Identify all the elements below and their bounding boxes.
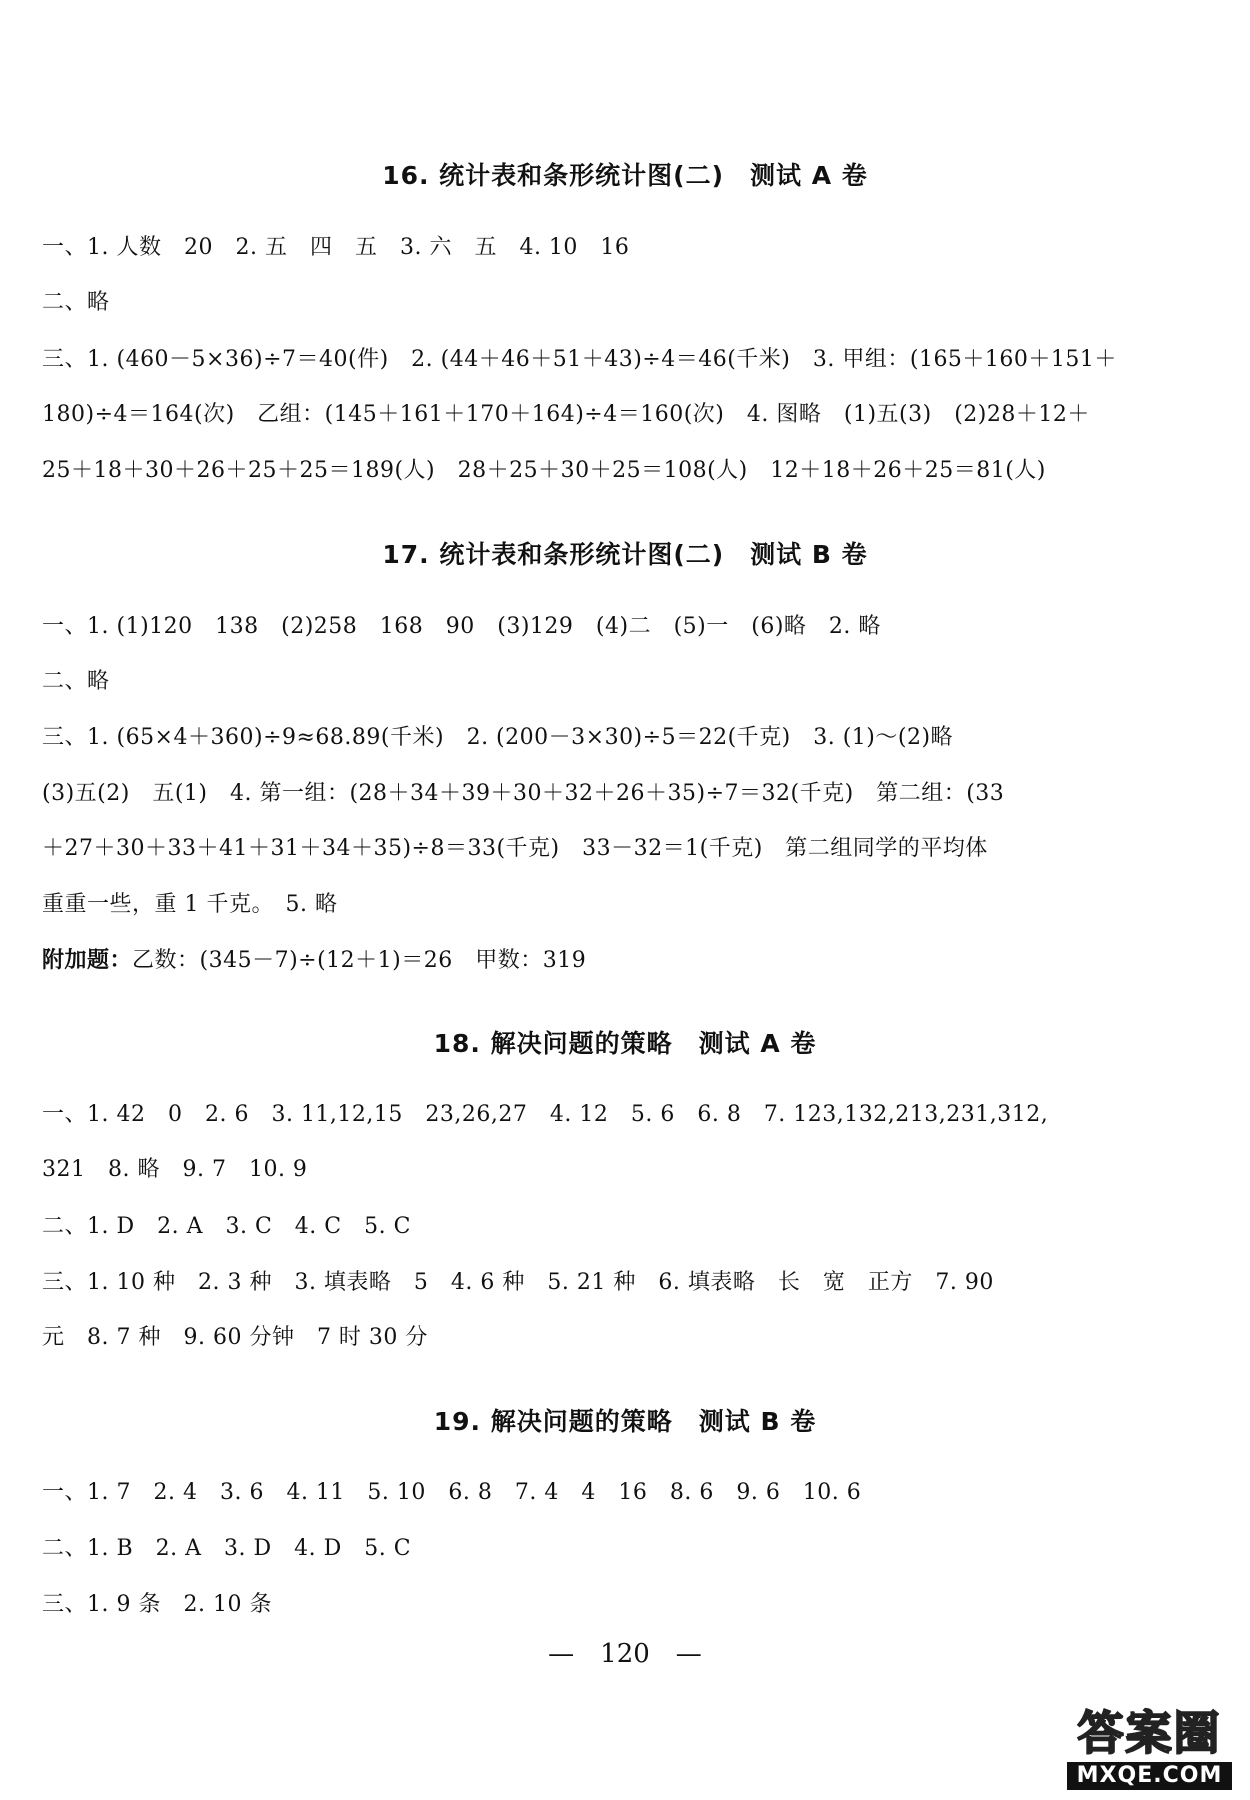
answer-line: 180)÷4＝164(次) 乙组：(145＋161＋170＋164)÷4＝160(次) 4. 图略 (1)五(3) (2)28＋12＋	[42, 402, 1090, 427]
answer-line: 一、1. 7 2. 4 3. 6 4. 11 5. 10 6. 8 7. 4 4 16 8. 6 9. 6 10. 6	[42, 1480, 862, 1505]
answer-line: 一、1. 42 0 2. 6 3. 11,12,15 23,26,27 4. 12 5. 6 6. 8 7. 123,132,213,231,312,	[42, 1102, 1049, 1127]
answer-line: (3)五(2) 五(1) 4. 第一组：(28＋34＋39＋30＋32＋26＋35)÷7＝32(千克) 第二组：(33	[42, 781, 1005, 806]
answer-line: 二、略	[42, 290, 110, 315]
site-watermark-logo	[1057, 1704, 1242, 1794]
bonus-question-line	[42, 946, 1212, 976]
answer-line: 二、1. B 2. A 3. D 4. D 5. C	[42, 1536, 412, 1561]
answer-line: 一、1. (1)120 138 (2)258 168 90 (3)129 (4)二 (5)一 (6)略 2. 略	[42, 614, 881, 639]
bonus-question-answer: 乙数：(345－7)÷(12＋1)＝26 甲数：319	[132, 948, 587, 973]
answer-line: 元 8. 7 种 9. 60 分钟 7 时 30 分	[42, 1325, 428, 1350]
answer-line: 二、略	[42, 669, 110, 694]
answer-line: 三、1. (460－5×36)÷7＝40(件) 2. (44＋46＋51＋43)÷4＝46(千米) 3. 甲组：(165＋160＋151＋	[42, 347, 1117, 372]
bonus-question-label: 附加题：	[42, 948, 133, 973]
page-number: — 120 —	[548, 1639, 702, 1669]
answer-line: ＋27＋30＋33＋41＋31＋34＋35)÷8＝33(千克) 33－32＝1(千克) 第二组同学的平均体	[42, 836, 988, 861]
watermark-domain: MXQE.COM	[1067, 1762, 1232, 1790]
answer-line: 三、1. 10 种 2. 3 种 3. 填表略 5 4. 6 种 5. 21 种 6. 填表略 长 宽 正方 7. 90	[42, 1270, 994, 1295]
section-title-18: 18. 解决问题的策略 测试 A 卷	[433, 1029, 817, 1058]
section-title-16: 16. 统计表和条形统计图(二) 测试 A 卷	[382, 161, 868, 190]
answer-line: 321 8. 略 9. 7 10. 9	[42, 1157, 308, 1182]
section-title-17: 17. 统计表和条形统计图(二) 测试 B 卷	[382, 540, 868, 569]
answer-line: 三、1. 9 条 2. 10 条	[42, 1592, 272, 1617]
answer-line: 三、1. (65×4＋360)÷9≈68.89(千米) 2. (200－3×30)÷5＝22(千克) 3. (1)～(2)略	[42, 725, 954, 750]
answer-line: 25＋18＋30＋26＋25＋25＝189(人) 28＋25＋30＋25＝108(人) 12＋18＋26＋25＝81(人)	[42, 458, 1046, 483]
section-title-19: 19. 解决问题的策略 测试 B 卷	[433, 1407, 817, 1436]
answer-line: 二、1. D 2. A 3. C 4. C 5. C	[42, 1214, 411, 1239]
answer-line: 重重一些，重 1 千克。 5. 略	[42, 892, 338, 917]
answer-line: 一、1. 人数 20 2. 五 四 五 3. 六 五 4. 10 16	[42, 235, 630, 260]
watermark-logo-text: 答案圈	[1077, 1706, 1222, 1760]
